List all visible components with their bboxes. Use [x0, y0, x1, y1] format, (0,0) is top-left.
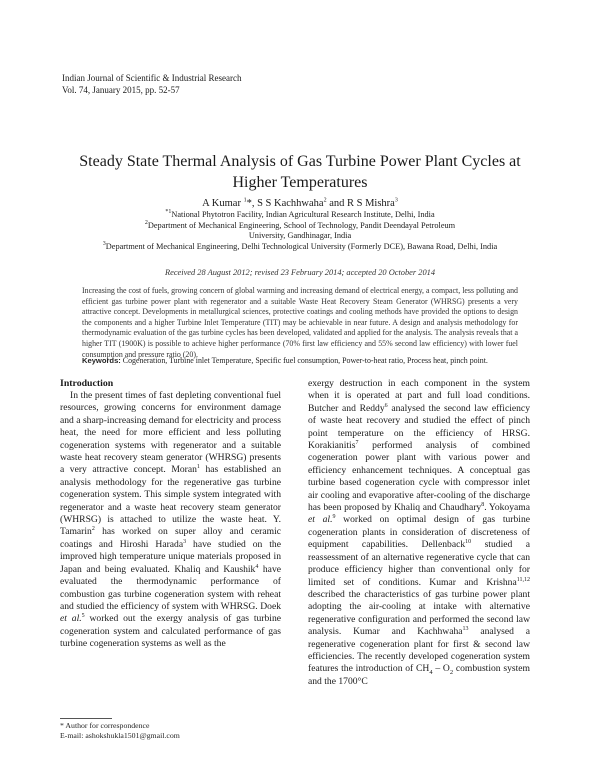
- journal-volume: Vol. 74, January 2015, pp. 52-57: [62, 85, 180, 95]
- keywords-text: Cogeneration, Turbine inlet Temperature, Specific fuel consumption, Power-to-heat ratio, Process heat, pinch point.: [120, 356, 488, 365]
- author-3-affil: 3: [394, 197, 398, 204]
- abstract: Increasing the cost of fuels, growing concern of global warming and increasing demand of electrical energy, a compact, less polluting and efficient gas turbine power plant with regenerator and a suitable Waste Heat Recovery Steam Generator (WHRSG) presents a very attractive concept. Developments in metallurgical sciences, protective coatings and cooling methods have provided the options to design the components and a higher Turbine Inlet Temperature (TIT) may be achievable in near future. A design and analysis methodology for thermodynamic evaluation of the gas turbine cycles has been developed, validated and applied for the analysis. The analysis reveals that a higher TIT (1900K) is possible to achieve higher performance (70% first law efficiency and 55% second law efficiency) with lower fuel consumption and pressure ratio (20).: [82, 286, 518, 359]
- paper-title: [60, 151, 540, 193]
- affiliation-3: [60, 242, 540, 253]
- intro-text-5: have evaluated the thermodynamic performance of combustion gas turbine cogeneration system with reheat and studied the efficiency of system with WHRSG. Doek: [60, 563, 281, 612]
- corresponding-mark: *: [246, 198, 252, 209]
- affiliation-2-mark: 2: [144, 219, 148, 226]
- affiliation-2-cont-text: University, Gandhinagar, India: [248, 231, 352, 240]
- left-column: [60, 378, 281, 651]
- subscript-2: 2: [449, 669, 454, 677]
- citation-4: 4: [255, 563, 259, 570]
- footnote-correspondence: * Author for correspondence: [60, 721, 150, 730]
- title-line-2: Higher Temperatures: [232, 174, 368, 191]
- section-heading-introduction: Introduction: [60, 378, 114, 389]
- right-text-4: . Yokoyama: [484, 502, 530, 514]
- author-2: , S S Kachhwaha: [251, 198, 324, 209]
- intro-et-al: et al.: [60, 613, 82, 625]
- citation-6: 6: [384, 402, 388, 409]
- citation-1: 1: [196, 464, 200, 471]
- keywords: [82, 356, 522, 366]
- article-dates: Received 28 August 2012; revised 23 February 2014; accepted 20 October 2014: [164, 268, 436, 277]
- author-1: A Kumar: [202, 198, 244, 209]
- footnote-email: E-mail: ashokshukla1501@gmail.com: [60, 731, 180, 740]
- intro-text-3: has worked on super alloy and ceramic coatings and Hiroshi Harada: [60, 526, 281, 550]
- affiliation-1-text: National Phytotron Facility, Indian Agricultural Research Institute, Delhi, India: [171, 210, 435, 219]
- right-text-2: analysed the second law efficiency of waste heat recovery and studied the effect of pinch point temperature on the efficiency of HRSG. Korakianitis: [308, 402, 530, 452]
- subscript-4: 4: [429, 669, 433, 677]
- intro-text-4: have studied on the improved high temperature unique materials proposed in Japan and being evaluated. Khaliq and Kaushik: [60, 538, 281, 575]
- affiliation-3-mark: 3: [102, 240, 106, 247]
- citation-5: 5: [81, 613, 85, 620]
- affiliation-3-text: Department of Mechanical Engineering, Delhi Technological University (Formerly DCE), Bawana Road, Delhi, India: [105, 241, 498, 251]
- right-column: [308, 378, 530, 688]
- citation-13: 13: [462, 625, 469, 632]
- author-3: and R S Mishra: [326, 198, 395, 209]
- affiliation-1: [60, 210, 540, 221]
- citation-9: 9: [332, 514, 336, 521]
- keywords-label: Keywords:: [82, 356, 121, 365]
- title-line-1: Steady State Thermal Analysis of Gas Turbine Power Plant Cycles at: [79, 153, 521, 170]
- author-1-affil: 1: [243, 197, 247, 204]
- affiliations: [60, 210, 540, 252]
- right-text-1: exergy destruction in each component in the system when it is operated at part and full load conditions. Butcher and Reddy: [308, 378, 530, 414]
- citation-7: 7: [355, 439, 359, 446]
- footnote: [60, 721, 180, 741]
- citation-10: 10: [465, 539, 472, 546]
- citation-2: 2: [91, 526, 95, 533]
- footnote-divider: [60, 718, 112, 719]
- author-list: [60, 197, 540, 210]
- right-text-9: – O: [432, 663, 450, 675]
- intro-text-1: In the present times of fast depleting conventional fuel resources, growing concerns for environment damage and a sharp-increasing demand for electricity and process heat, the need for more efficient and less polluting cogeneration systems with regenerator and a suitable waste heat recovery steam generator (WHRSG) presents a very attractive concept. Moran: [60, 390, 281, 476]
- right-et-al: et al.: [308, 514, 333, 526]
- right-text-7: described the characteristics of gas turbine power plant adopting the air-cooling at intake with alternative regenerative configuration and performed the second law analysis. Kumar and Kachhwaha: [308, 588, 530, 638]
- author-2-affil: 2: [323, 197, 327, 204]
- right-text-5: worked on optimal design of gas turbine cogeneration plants in consideration of discreteness of equipment capabilities. Dellenback: [308, 514, 531, 551]
- affiliation-2-cont: [60, 231, 540, 242]
- intro-text-6: worked out the exergy analysis of gas turbine cogeneration system and calculated performance of gas turbine cogeneration systems as well as the: [60, 613, 281, 650]
- affiliation-2-text: Department of Mechanical Engineering, School of Technology, Pandit Deendayal Petroleum: [147, 220, 456, 230]
- citation-11-12: 11,12: [516, 576, 530, 583]
- intro-text-2: has established an analysis methodology for the regenerative gas turbine cogeneration system. This simple system integrated with regenerator and a waste heat recovery steam generator (WHRSG) is attached to utilize the waste heat. Y. Tamarin: [60, 464, 281, 538]
- right-text-6: studied a reassessment of an alternative regenerative cycle that can produce efficiency higher than conventional only for limited set of conditions. Kumar and Krishna: [308, 539, 530, 588]
- right-text-8: analysed a regenerative cogeneration plant for first & second law efficiencies. The recently developed cogeneration system features the introduction of CH: [308, 626, 530, 675]
- right-paragraph: [308, 378, 530, 688]
- journal-name: Indian Journal of Scientific & Industrial Research: [62, 73, 242, 83]
- right-text-10: combustion system and the 1700°C: [308, 663, 531, 687]
- citation-3: 3: [183, 538, 187, 545]
- affiliation-2: [60, 221, 540, 232]
- intro-paragraph: [60, 390, 281, 651]
- right-text-3: performed analysis of combined cogeneration power plant with various power and efficiency enhancement techniques. A conceptual gas turbine based cogeneration cycle with compressor inlet air cooling and evaporative after-cooling of the discharge has been proposed by Khaliq and Chaudhary: [308, 440, 530, 514]
- affiliation-1-mark: *1: [165, 209, 172, 216]
- citation-8: 8: [481, 501, 485, 508]
- journal-header: [62, 72, 241, 96]
